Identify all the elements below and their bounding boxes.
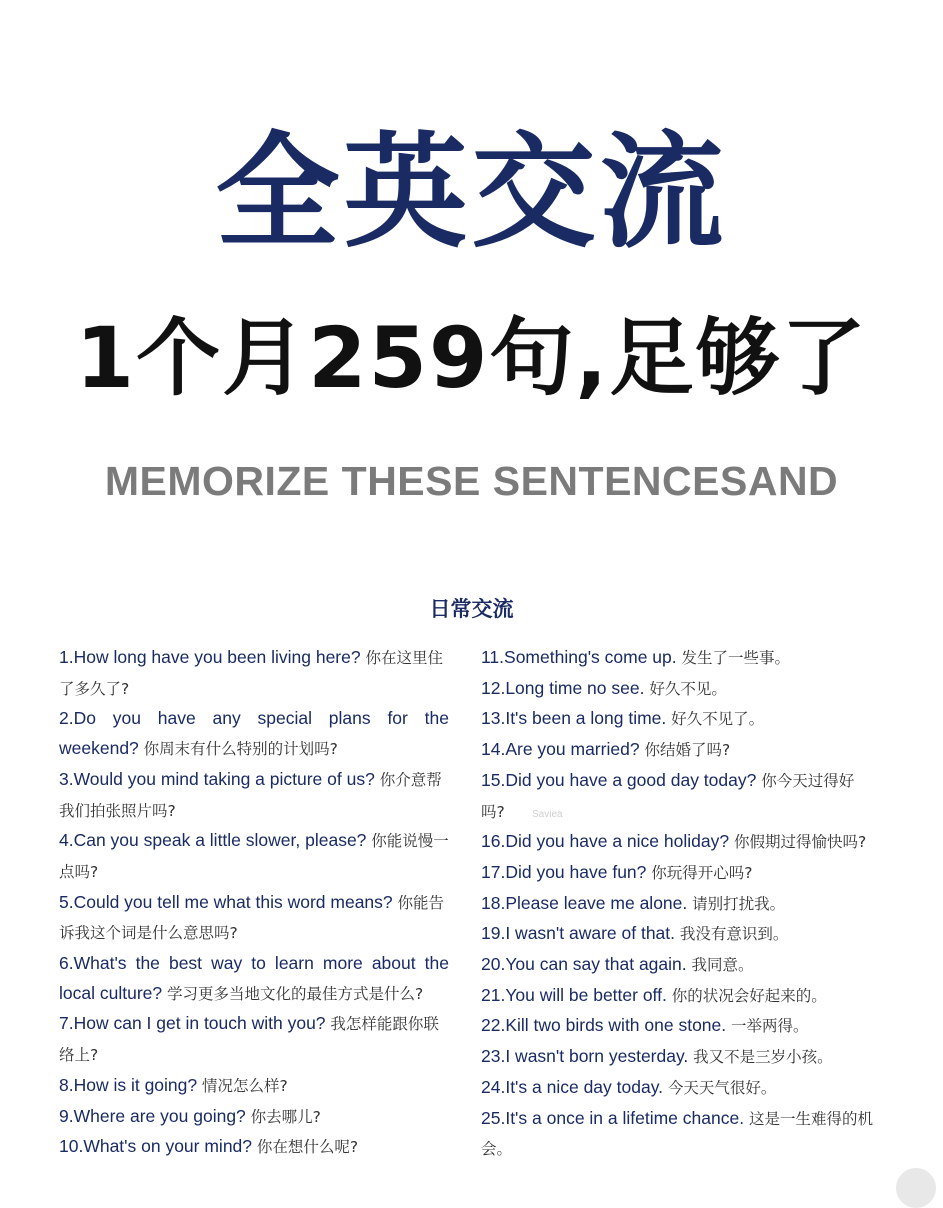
sentence-item (481, 950, 876, 981)
sentence-item (481, 1073, 876, 1104)
sentence-item (481, 827, 876, 858)
sentence-item (59, 949, 449, 1009)
sentence-en: 17.Did you have fun? (481, 861, 647, 882)
sentence-en: 3.Would you mind taking a picture of us? (59, 768, 375, 789)
sentence-cn: 学习更多当地文化的最佳方式是什么? (167, 984, 424, 1003)
sentence-cn: 我同意。 (691, 956, 754, 975)
sentence-en: 13.It's been a long time. (481, 708, 667, 729)
sentence-cn: 你结婚了吗? (644, 741, 731, 760)
sentence-en: 6.What's the best way to learn more about the local culture? (59, 953, 449, 1003)
sentence-cn: 你假期过得愉快吗? (733, 833, 867, 852)
sentence-cn: 你去哪儿? (250, 1107, 321, 1126)
sentence-cn: 你能说慢一点吗? (59, 832, 449, 881)
sentence-en: 15.Did you have a good day today? (481, 769, 757, 790)
sentence-cn: 你玩得开心吗? (651, 863, 753, 882)
sentence-en: 20.You can say that again. (481, 954, 687, 975)
sentence-cn: 好久不见。 (649, 679, 727, 698)
sentence-cn: 这是一生难得的机会。 (481, 1109, 873, 1159)
subtitle: 1个月259句,足够了 (75, 309, 868, 407)
sentence-item (59, 826, 449, 887)
sentence-cn: 你今天过得好吗? (481, 771, 855, 821)
sentence-cn: 好久不见了。 (671, 710, 765, 729)
corner-decoration (896, 1168, 936, 1208)
sentence-en: 18.Please leave me alone. (481, 892, 688, 913)
sentence-en: 10.What's on your mind? (59, 1136, 253, 1157)
sentence-item (481, 674, 876, 705)
sentence-cn: 你介意帮我们拍张照片吗? (59, 770, 442, 820)
sentence-cn: 一举两得。 (731, 1017, 809, 1036)
sentence-item (481, 704, 876, 735)
sentence-en: 23.I wasn't born yesterday. (481, 1046, 689, 1067)
sentence-cn: 你在想什么呢? (256, 1138, 359, 1157)
sentence-item (59, 888, 449, 949)
sentence-item (59, 704, 449, 764)
main-title: 全英交流 (215, 121, 728, 265)
sentence-en: 5.Could you tell me what this word means? (59, 891, 393, 912)
sentence-en: 22.Kill two birds with one stone. (481, 1015, 727, 1036)
sentence-en: 2.Do you have any special plans for the weekend? (59, 708, 449, 759)
sentence-item (481, 981, 876, 1012)
sentence-en: 1.How long have you been living here? (59, 647, 361, 667)
sentence-cn: 我又不是三岁小孩。 (693, 1048, 833, 1067)
sentence-en: 14.Are you married? (481, 739, 640, 760)
sentence-cn: 请别打扰我。 (692, 894, 786, 913)
sentence-list-left (59, 643, 449, 1163)
sentence-cn: 你的状况会好起来的。 (671, 986, 827, 1005)
sentence-en: 7.How can I get in touch with you? (59, 1013, 326, 1034)
sentence-item (59, 1071, 449, 1102)
sentence-cn: 今天天气很好。 (667, 1078, 777, 1097)
sentence-cn: 你周末有什么特别的计划吗? (143, 740, 338, 759)
sentence-item (481, 1042, 876, 1073)
sentence-item (59, 1132, 449, 1163)
sentence-item (481, 1011, 876, 1042)
sentence-item (59, 1102, 449, 1133)
sentence-cn: 发生了一些事。 (681, 649, 791, 667)
english-banner: MEMORIZE THESE SENTENCESAND (104, 458, 839, 504)
sentence-item (59, 643, 449, 704)
sentence-en: 21.You will be better off. (481, 984, 667, 1005)
sentence-item (481, 1104, 876, 1165)
sentence-en: 4.Can you speak a little slower, please? (59, 830, 367, 851)
sentence-item (481, 735, 876, 766)
sentence-item (481, 889, 876, 920)
sentence-cn: 你在这里住了多久了? (59, 649, 443, 698)
sentence-item (481, 919, 876, 950)
sentence-item (481, 858, 876, 889)
sentence-en: 24.It's a nice day today. (481, 1076, 664, 1097)
sentence-item (59, 765, 449, 826)
sentence-en: 25.It's a once in a lifetime chance. (481, 1107, 745, 1128)
sentence-en: 19.I wasn't aware of that. (481, 923, 676, 944)
sentence-cn: 你能告诉我这个词是什么意思吗? (59, 893, 445, 943)
sentence-cn: 我没有意识到。 (679, 925, 789, 944)
sentence-en: 12.Long time no see. (481, 677, 645, 698)
sentence-item (59, 1009, 449, 1070)
sentence-en: 11.Something's come up. (481, 647, 677, 667)
sentence-cn: 我怎样能跟你联络上? (59, 1015, 439, 1065)
sentence-en: 16.Did you have a nice holiday? (481, 831, 730, 852)
sentence-en: 9.Where are you going? (59, 1105, 246, 1126)
sentence-item (481, 643, 876, 674)
section-heading: 日常交流 (429, 597, 514, 621)
sentence-list-right (481, 643, 876, 1165)
sentence-en: 8.How is it going? (59, 1074, 198, 1095)
sentence-cn: 情况怎么样? (202, 1076, 288, 1095)
watermark: Saviea (532, 809, 563, 820)
